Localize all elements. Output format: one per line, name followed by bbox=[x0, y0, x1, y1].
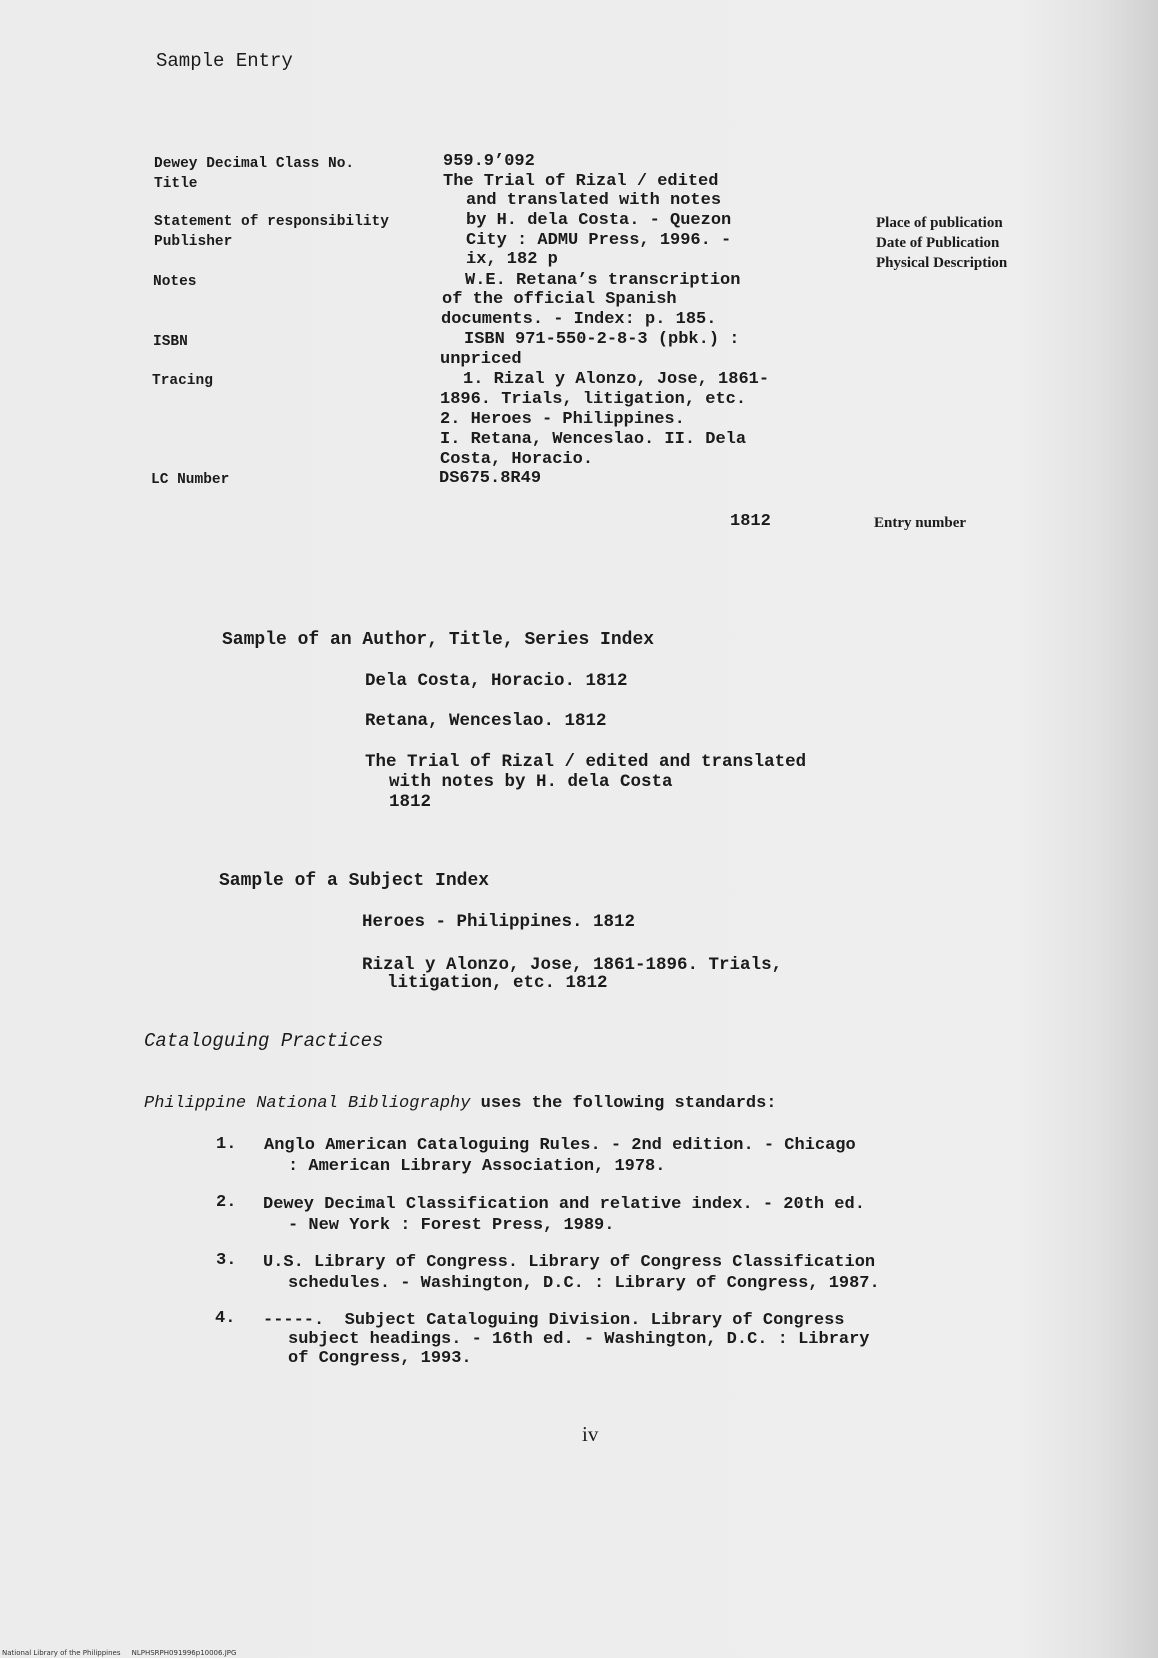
label-notes: Notes bbox=[153, 274, 197, 290]
entry-line: 2. Heroes - Philippines. bbox=[440, 410, 685, 429]
entry-line: ix, 182 p bbox=[466, 250, 558, 269]
standard-number: 3. bbox=[216, 1251, 237, 1270]
label-lc: LC Number bbox=[151, 472, 230, 488]
entry-line: 1896. Trials, litigation, etc. bbox=[440, 390, 747, 409]
label-responsibility: Statement of responsibility bbox=[154, 214, 389, 230]
intro-italic: Philippine National Bibliography bbox=[144, 1094, 471, 1113]
subject-index-item: Heroes - Philippines. 1812 bbox=[362, 912, 636, 932]
label-publisher: Publisher bbox=[154, 234, 233, 250]
label-dewey: Dewey Decimal Class No. bbox=[154, 156, 355, 172]
standard-number: 1. bbox=[216, 1135, 237, 1154]
entry-number: 1812 bbox=[730, 512, 771, 531]
entry-line: ISBN 971-550-2-8-3 (pbk.) : bbox=[464, 330, 740, 349]
page-number: iv bbox=[582, 1422, 599, 1446]
standard-number: 2. bbox=[216, 1193, 237, 1212]
entry-line: of the official Spanish bbox=[442, 290, 677, 309]
entry-line: documents. - Index: p. 185. bbox=[441, 310, 717, 329]
label-tracing: Tracing bbox=[152, 373, 213, 389]
label-isbn: ISBN bbox=[153, 334, 188, 350]
footer-caption: National Library of the Philippines NLPHSRPH091996p10006.JPG bbox=[2, 1649, 237, 1657]
subject-index-item: Rizal y Alonzo, Jose, 1861-1896. Trials, bbox=[362, 955, 783, 975]
entry-line: I. Retana, Wenceslao. II. Dela bbox=[440, 430, 747, 449]
side-label-date: Date of Publication bbox=[876, 235, 1000, 251]
subject-index-item: litigation, etc. 1812 bbox=[387, 973, 608, 993]
standard-line: of Congress, 1993. bbox=[288, 1349, 472, 1368]
author-index-item: Retana, Wenceslao. 1812 bbox=[365, 711, 607, 731]
standard-line: -----. Subject Cataloguing Division. Library of Congress bbox=[263, 1311, 845, 1330]
subject-index-heading: Sample of a Subject Index bbox=[219, 871, 490, 891]
entry-line: 1. Rizal y Alonzo, Jose, 1861- bbox=[463, 370, 770, 389]
standard-line: Dewey Decimal Classification and relative index. - 20th ed. bbox=[263, 1195, 865, 1214]
entry-line: Costa, Horacio. bbox=[440, 450, 594, 469]
cataloguing-heading: Cataloguing Practices bbox=[144, 1030, 384, 1052]
entry-line: DS675.8R49 bbox=[439, 469, 542, 488]
entry-line: City : ADMU Press, 1996. - bbox=[466, 231, 732, 250]
author-index-heading: Sample of an Author, Title, Series Index bbox=[222, 630, 655, 650]
standard-number: 4. bbox=[215, 1309, 236, 1328]
standard-line: Anglo American Cataloguing Rules. - 2nd edition. - Chicago bbox=[264, 1136, 856, 1155]
standard-line: U.S. Library of Congress. Library of Congress Classification bbox=[263, 1253, 876, 1272]
side-label-place: Place of publication bbox=[876, 215, 1003, 231]
author-index-item: Dela Costa, Horacio. 1812 bbox=[365, 671, 628, 691]
entry-line: unpriced bbox=[440, 350, 522, 369]
entry-line: by H. dela Costa. - Quezon bbox=[466, 211, 732, 230]
entry-number-label: Entry number bbox=[874, 515, 967, 531]
label-title: Title bbox=[154, 176, 198, 192]
sample-entry-title: Sample Entry bbox=[156, 50, 293, 72]
entry-line: and translated with notes bbox=[466, 191, 722, 210]
side-label-physical: Physical Description bbox=[876, 255, 1008, 271]
entry-line: 959.9’092 bbox=[443, 152, 535, 171]
standard-line: - New York : Forest Press, 1989. bbox=[288, 1216, 615, 1235]
cataloguing-intro bbox=[144, 1094, 777, 1113]
author-index-item: The Trial of Rizal / edited and translated bbox=[365, 752, 807, 772]
entry-line: The Trial of Rizal / edited bbox=[443, 172, 719, 191]
author-index-item: 1812 bbox=[389, 792, 432, 812]
standard-line: schedules. - Washington, D.C. : Library of Congress, 1987. bbox=[288, 1274, 880, 1293]
entry-line: W.E. Retana’s transcription bbox=[465, 271, 741, 290]
intro-rest: uses the following standards: bbox=[470, 1094, 777, 1113]
author-index-item: with notes by H. dela Costa bbox=[389, 772, 673, 792]
standard-line: : American Library Association, 1978. bbox=[288, 1157, 666, 1176]
standard-line: subject headings. - 16th ed. - Washington, D.C. : Library bbox=[288, 1330, 870, 1349]
